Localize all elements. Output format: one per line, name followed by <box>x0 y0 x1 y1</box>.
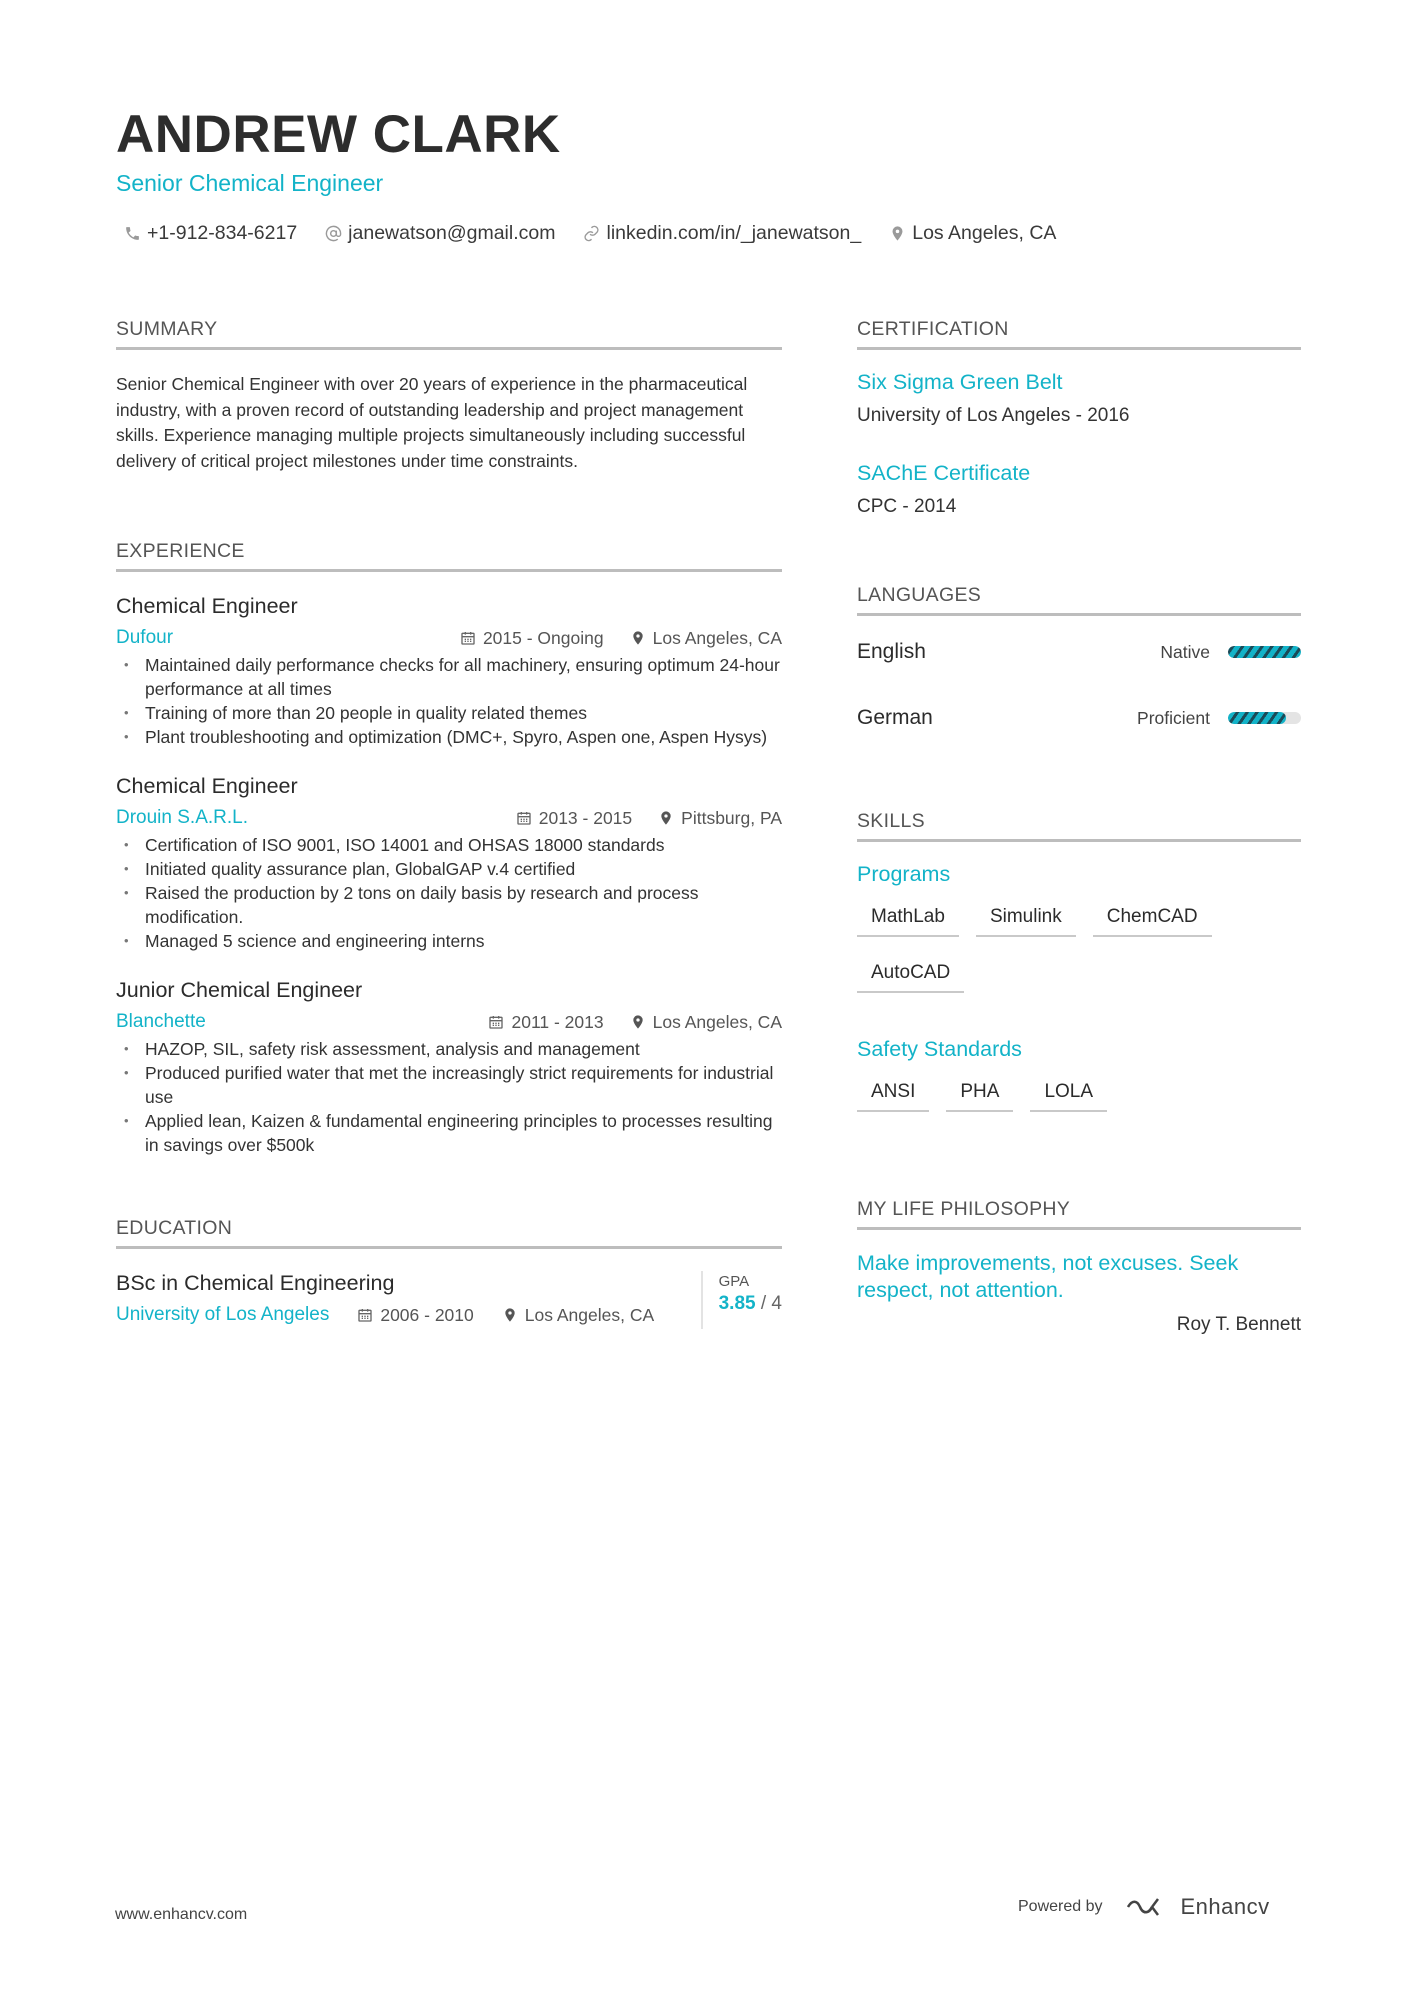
summary-section <box>116 318 782 474</box>
bullet-item: • Applied lean, Kaizen & fundamental engineering principles to processes resulting in savings over $500k <box>116 1109 782 1157</box>
left-column <box>116 318 782 1329</box>
job-meta <box>116 1011 782 1033</box>
contact-linkedin[interactable] <box>583 222 861 245</box>
location-pin-icon <box>658 810 674 826</box>
skill-group <box>857 1037 1301 1112</box>
footer-branding[interactable] <box>1018 1894 1270 1920</box>
job-location <box>658 808 782 829</box>
certification-heading: CERTIFICATION <box>857 318 1301 350</box>
job-dates-text: 2013 - 2015 <box>538 807 633 828</box>
skill-group <box>857 862 1301 993</box>
gpa-box <box>701 1271 782 1329</box>
phone-icon <box>124 225 141 242</box>
location-pin-icon <box>630 1014 646 1030</box>
philosophy-section <box>857 1198 1301 1336</box>
calendar-icon <box>357 1307 373 1323</box>
certification-item <box>857 370 1301 427</box>
bullet-item: • Plant troubleshooting and optimization (DMC+, Spyro, Aspen one, Aspen Hysys) <box>116 725 782 749</box>
philosophy-heading: MY LIFE PHILOSOPHY <box>857 1198 1301 1230</box>
skill-tag: Simulink <box>976 901 1076 937</box>
contact-email[interactable] <box>325 222 555 245</box>
bullet-item: • Raised the production by 2 tons on daily basis by research and process modification. <box>116 881 782 929</box>
job-title: Junior Chemical Engineer <box>116 978 363 1002</box>
footer-site-link[interactable]: www.enhancv.com <box>115 1906 248 1923</box>
contact-bar <box>124 222 1056 245</box>
language-name: German <box>857 706 933 729</box>
skill-tags <box>857 901 1301 993</box>
certification-section <box>857 318 1301 518</box>
company-name[interactable]: Drouin S.A.R.L. <box>116 807 248 828</box>
certification-name: SAChE Certificate <box>857 461 1031 485</box>
language-proficiency-fill <box>1228 712 1286 724</box>
experience-heading: EXPERIENCE <box>116 540 782 572</box>
company-name[interactable]: Blanchette <box>116 1011 206 1032</box>
education-location-text: Los Angeles, CA <box>524 1304 655 1325</box>
contact-location <box>889 222 1056 245</box>
candidate-title: Senior Chemical Engineer <box>116 170 384 196</box>
gpa-label: GPA <box>718 1273 750 1290</box>
right-column <box>857 318 1301 1336</box>
job-title: Chemical Engineer <box>116 774 298 798</box>
certification-issuer: University of Los Angeles - 2016 <box>857 405 1130 426</box>
languages-heading: LANGUAGES <box>857 584 1301 616</box>
job-location <box>630 628 782 649</box>
job-dates-text: 2015 - Ongoing <box>482 627 604 648</box>
bullet-item: • Initiated quality assurance plan, GlobalGAP v.4 certified <box>116 857 782 881</box>
job-dates <box>516 808 632 829</box>
education-dates <box>357 1305 473 1326</box>
skill-category: Programs <box>857 862 951 886</box>
phone-text: +1-912-834-6217 <box>147 222 298 244</box>
location-pin-icon <box>502 1307 518 1323</box>
education-section <box>116 1217 782 1329</box>
gpa-score: 3.85 <box>718 1293 756 1314</box>
calendar-icon <box>488 1014 504 1030</box>
philosophy-quote: Make improvements, not excuses. Seek respect, not attention. <box>857 1251 1239 1302</box>
job-meta <box>116 807 782 829</box>
job-title: Chemical Engineer <box>116 594 298 618</box>
job-dates-text: 2011 - 2013 <box>511 1011 604 1032</box>
job-location-text: Los Angeles, CA <box>652 1011 782 1032</box>
job-meta <box>116 627 782 649</box>
certification-issuer: CPC - 2014 <box>857 496 957 517</box>
education-entry <box>116 1271 782 1329</box>
skill-tag: ANSI <box>857 1076 929 1112</box>
education-heading: EDUCATION <box>116 1217 782 1249</box>
location-pin-icon <box>889 225 906 242</box>
job-entry <box>116 594 782 749</box>
bullet-item: • Managed 5 science and engineering interns <box>116 929 782 953</box>
job-dates <box>460 628 604 649</box>
linkedin-text: linkedin.com/in/_janewatson_ <box>606 222 862 244</box>
brand-name: Enhancv <box>1180 1894 1270 1919</box>
bullet-item: • Training of more than 20 people in quality related themes <box>116 701 782 725</box>
language-proficiency-bar <box>1228 712 1301 724</box>
skill-tag: PHA <box>946 1076 1013 1112</box>
email-text: janewatson@gmail.com <box>348 222 556 244</box>
skill-tag: LOLA <box>1030 1076 1107 1112</box>
education-dates-text: 2006 - 2010 <box>380 1304 474 1325</box>
degree-title: BSc in Chemical Engineering <box>116 1271 395 1295</box>
powered-by-text: Powered by <box>1018 1898 1103 1915</box>
bullet-item: • Certification of ISO 9001, ISO 14001 and OHSAS 18000 standards <box>116 833 782 857</box>
job-entry <box>116 978 782 1157</box>
enhancv-logo-icon <box>1125 1895 1171 1919</box>
gpa-max: / 4 <box>755 1293 782 1314</box>
job-dates <box>488 1012 603 1033</box>
job-location-text: Pittsburg, PA <box>681 807 782 828</box>
candidate-name: ANDREW CLARK <box>116 105 561 164</box>
skills-section <box>857 810 1301 1112</box>
company-name[interactable]: Dufour <box>116 627 174 648</box>
location-pin-icon <box>630 630 646 646</box>
school-name[interactable]: University of Los Angeles <box>116 1304 330 1325</box>
job-location <box>630 1012 782 1033</box>
bullet-item: • Maintained daily performance checks for all machinery, ensuring optimum 24-hour performance at all times <box>116 653 782 701</box>
bullet-item: • Produced purified water that met the increasingly strict requirements for industrial use <box>116 1061 782 1109</box>
brand-logo <box>1125 1894 1270 1920</box>
summary-text: Senior Chemical Engineer with over 20 years of experience in the pharmaceutical industry, with a proven record of outstanding leadership and project management skills. Experience managing multiple projects simultaneously including successful delivery of critical project milestones under time constraints. <box>116 374 748 471</box>
job-bullets <box>116 653 782 749</box>
certification-item <box>857 461 1301 518</box>
language-proficiency-fill <box>1228 646 1301 658</box>
contact-phone[interactable] <box>124 222 297 245</box>
location-text: Los Angeles, CA <box>912 222 1057 244</box>
skills-heading: SKILLS <box>857 810 1301 842</box>
language-proficiency-bar <box>1228 646 1301 658</box>
job-entry <box>116 774 782 953</box>
gpa-value <box>719 1293 782 1315</box>
skill-tag: ChemCAD <box>1093 901 1212 937</box>
language-item <box>857 698 1301 738</box>
certification-name: Six Sigma Green Belt <box>857 370 1063 394</box>
skill-category: Safety Standards <box>857 1037 1022 1061</box>
skill-tags <box>857 1076 1301 1112</box>
education-location <box>502 1305 654 1326</box>
quote-author: Roy T. Bennett <box>1176 1314 1301 1335</box>
language-item <box>857 632 1301 672</box>
bullet-item: • HAZOP, SIL, safety risk assessment, analysis and management <box>116 1037 782 1061</box>
calendar-icon <box>460 630 476 646</box>
link-icon <box>583 225 600 242</box>
calendar-icon <box>516 810 532 826</box>
job-bullets <box>116 833 782 953</box>
languages-section <box>857 584 1301 738</box>
at-icon <box>325 225 342 242</box>
summary-heading: SUMMARY <box>116 318 782 350</box>
job-bullets <box>116 1037 782 1157</box>
language-level: Proficient <box>1137 707 1210 728</box>
skill-tag: MathLab <box>857 901 959 937</box>
job-location-text: Los Angeles, CA <box>652 627 782 648</box>
language-level: Native <box>1160 641 1210 662</box>
skill-tag: AutoCAD <box>857 957 964 993</box>
language-name: English <box>857 640 926 663</box>
experience-section <box>116 540 782 1157</box>
